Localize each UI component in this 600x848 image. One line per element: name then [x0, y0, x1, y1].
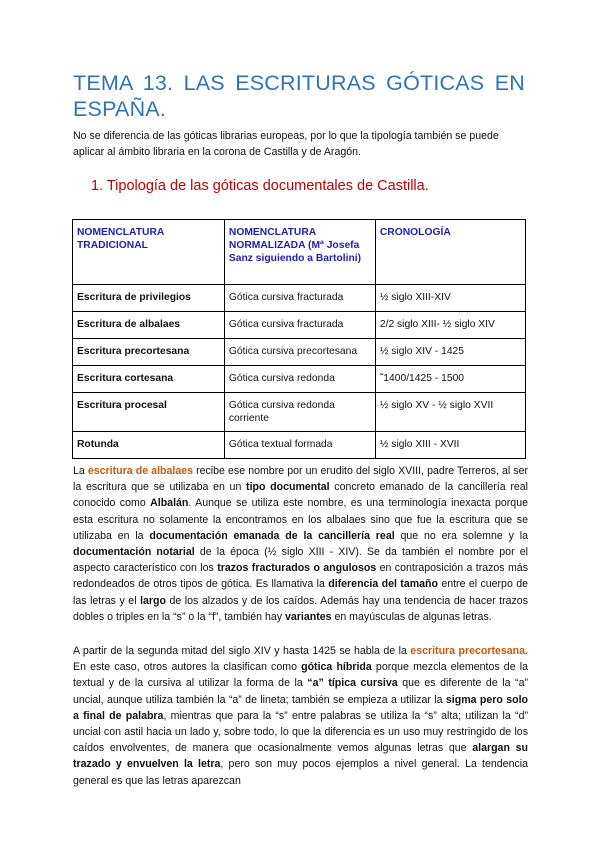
text-run: de la época (½ siglo XIII - XIV). Se da también el nombre por el aspecto característico con los — [73, 546, 528, 575]
section-heading: 1. Tipología de las góticas documentales de Castilla. — [91, 178, 429, 194]
typology-table — [72, 219, 526, 459]
cell-traditional: Rotunda — [73, 432, 225, 459]
bold-term: sigma pero solo a final de palabra — [73, 693, 528, 722]
cell-traditional: Escritura de privilegios — [73, 285, 225, 312]
cell-chronology: ½ siglo XIII - XVII — [375, 432, 525, 459]
text-run: concreto emanado de la cancillería real conocido como — [73, 481, 528, 510]
text-run: en contraposición a trazos más redondeados de otros tipos de gótica. Es llamativa la — [73, 562, 528, 591]
cell-traditional: Escritura de albalaes — [73, 312, 225, 339]
table-row — [73, 285, 526, 312]
precortesana-paragraph — [73, 643, 528, 789]
text-run: La — [73, 465, 88, 477]
text-run: A partir de la segunda mitad del siglo XIV y hasta 1425 se habla de la — [73, 645, 411, 657]
header-normalized: NOMENCLATURA NORMALIZADA (Mª Josefa Sanz siguiendo a Bartolini) — [224, 220, 375, 285]
cell-normalized: Gótica cursiva precortesana — [224, 339, 375, 366]
table-row — [73, 393, 526, 432]
bold-term: variantes — [284, 610, 332, 623]
highlight-term: escritura de albalaes — [87, 465, 193, 477]
table-row — [73, 339, 526, 366]
text-run: que es diferente de la “a” uncial, aunque utiliza también la “a” de lineta; también se empieza a utilizar la — [73, 677, 528, 706]
bold-term: alargan su trazado y envuelven la letra — [73, 742, 528, 771]
bold-term: Albalán — [150, 497, 189, 510]
cell-normalized: Gótica cursiva fracturada — [224, 312, 375, 339]
text-run: , pero son muy pocos ejemplos a nivel general. La tendencia general es que las letras aparezcan — [73, 758, 529, 787]
cell-normalized: Gótica cursiva fracturada — [224, 285, 375, 312]
page-title: TEMA 13. LAS ESCRITURAS GÓTICAS EN ESPAÑA. — [73, 71, 525, 121]
header-traditional: NOMENCLATURA TRADICIONAL — [73, 220, 225, 285]
table-header-row — [73, 220, 526, 285]
cell-traditional: Escritura procesal — [73, 393, 225, 432]
text-run: que no era solemne y la — [394, 529, 529, 542]
cell-chronology: ½ siglo XIV - 1425 — [375, 339, 525, 366]
text-run: En este caso, otros autores la clasifican como — [73, 661, 302, 674]
cell-chronology: ½ siglo XV - ½ siglo XVII — [375, 393, 525, 432]
bold-term: diferencia del tamaño — [328, 578, 438, 591]
cell-chronology: ˜1400/1425 - 1500 — [375, 366, 525, 393]
bold-term: “a” típica cursiva — [307, 677, 398, 690]
text-run: en mayúsculas de algunas letras. — [331, 610, 492, 623]
table-row — [73, 432, 526, 459]
text-run: porque mezcla elementos de la textual y de la cursiva al utilizar la forma de la — [73, 661, 528, 690]
text-run: de los alzados y de los caídos. Además hay una tendencia de hacer trazos dobles o triples en la “s” o la “f”, también hay — [73, 594, 528, 623]
cell-normalized: Gótica cursiva redonda corriente — [224, 393, 375, 432]
text-run: , mientras que para la “s” entre palabras se utiliza la “s” alta; utilizan la “d” uncial con astil hacia un lado y, sobre todo, lo que la diferencia es un uso muy restringido de los caídos envolventes, de manera que ocasionalmente vemos algunas letras que — [73, 709, 528, 755]
bold-term: tipo documental — [246, 481, 330, 494]
bold-term: documentación emanada de la cancillería real — [149, 529, 395, 542]
cell-traditional: Escritura precortesana — [73, 339, 225, 366]
text-run: recibe ese nombre por un erudito del siglo XVIII, padre Terreros, al ser la escritura que se utilizaba en un — [73, 465, 528, 494]
cell-chronology: 2/2 siglo XIII- ½ siglo XIV — [375, 312, 525, 339]
cell-chronology: ½ siglo XIII-XIV — [375, 285, 525, 312]
bold-term: documentación notarial — [73, 546, 195, 559]
bold-term: largo — [140, 594, 166, 607]
text-run: . Aunque se utiliza este nombre, es una terminología inexacta porque esta escritura no solamente la encontramos en los albalaes sino que fue la escritura que se utilizaba en la — [73, 497, 528, 542]
cell-normalized: Gótica textual formada — [224, 432, 375, 459]
table-row — [73, 312, 526, 339]
bold-term: trazos fracturados o angulosos — [217, 562, 377, 575]
table-row — [73, 366, 526, 393]
header-chronology: CRONOLOGÍA — [375, 220, 525, 285]
cell-normalized: Gótica cursiva redonda — [224, 366, 375, 393]
albalaes-paragraph — [73, 463, 528, 625]
cell-traditional: Escritura cortesana — [73, 366, 225, 393]
bold-term: gótica híbrida — [301, 661, 372, 674]
intro-paragraph: No se diferencia de las góticas librarias europeas, por lo que la tipología también se puede aplicar al ámbito libraria en la corona de Castilla y de Aragón. — [73, 130, 499, 158]
highlight-term: escritura precortesana. — [410, 645, 528, 657]
text-run: entre el cuerpo de las letras y el — [73, 578, 528, 607]
